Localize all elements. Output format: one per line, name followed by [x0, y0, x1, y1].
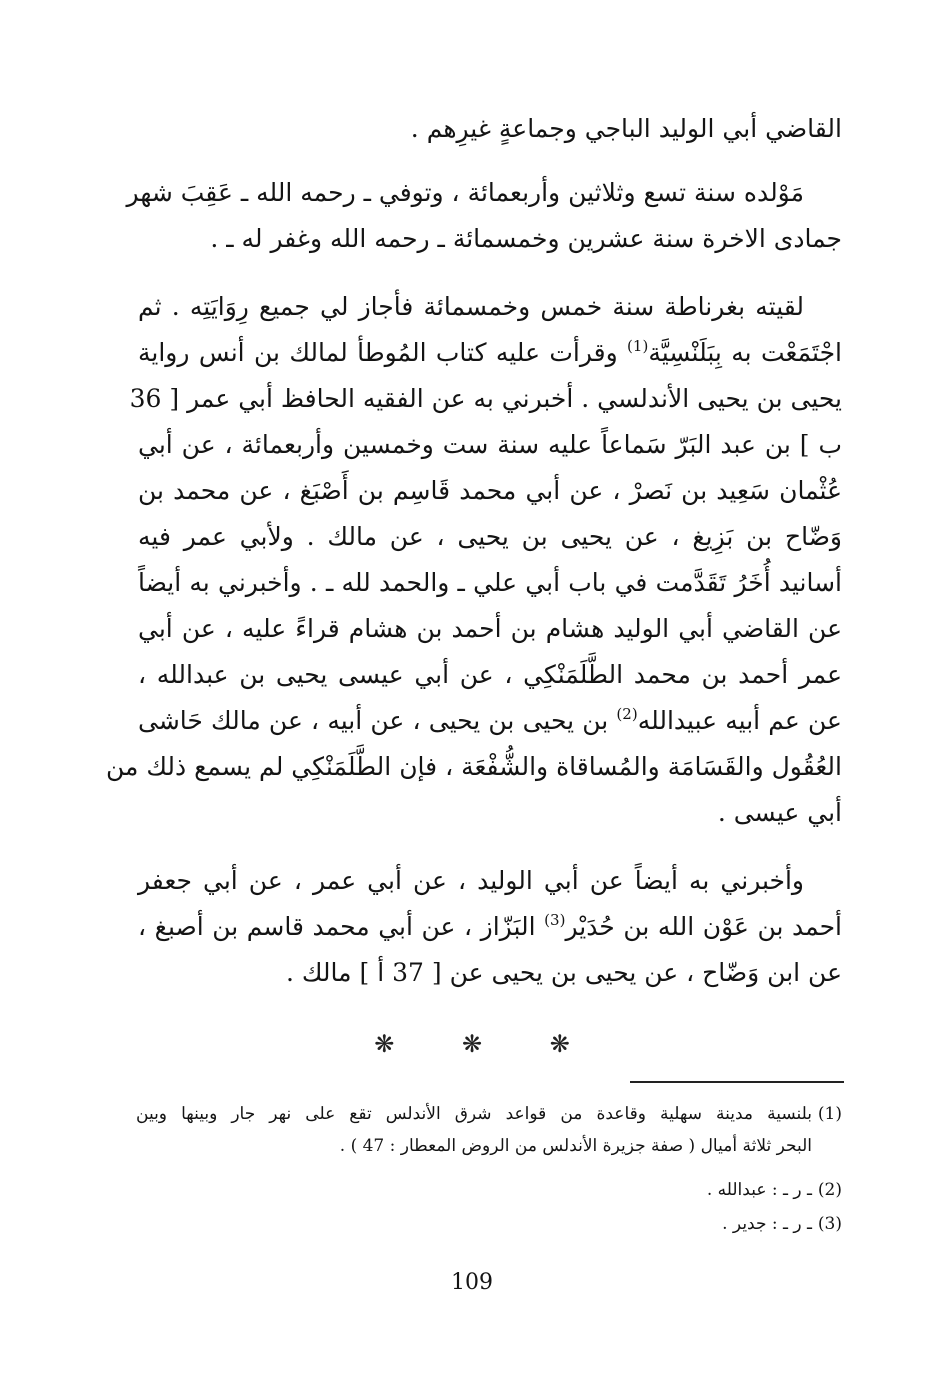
footnote [136, 1102, 842, 1126]
text-line: عن القاضي أبي الوليد هشام بن أحمد بن هشام قراءً عليه ، عن أبي [138, 614, 842, 643]
footnote-text: ـ ر ـ : عبدالله . [706, 1180, 812, 1200]
text-line [138, 910, 842, 950]
inline-text: وقرأت عليه كتاب المُوطأ لمالك بن أنس رواية [138, 338, 618, 367]
footnote-divider [630, 1081, 844, 1083]
text-line: يحيى بن يحيى الأندلسي . أخبرني به عن الفقيه الحافظ أبي عمر [ 36 [129, 384, 842, 413]
text-line: العُقُول والقَسَامَة والمُساقاة والشُّفْعَة ، فإن الطَّلَمَنْكِي لم يسمع ذلك من [105, 752, 842, 781]
text-line [138, 704, 842, 744]
footnote-number: (1) [817, 1104, 842, 1124]
footnote-text: ـ ر ـ : جدير . [722, 1214, 812, 1234]
inline-text: أحمد بن عَوْن الله بن حُدَيْر [565, 912, 843, 941]
text-line: القاضي أبي الوليد الباجي وجماعةٍ غيرِهم . [410, 114, 842, 143]
ornament-star: ❋ [461, 1030, 483, 1058]
text-line: جمادى الاخرة سنة عشرين وخمسمائة ـ رحمه الله وغفر له ـ . [210, 224, 842, 253]
paragraph-first-line: وأخبرني به أيضاً عن أبي الوليد ، عن أبي عمر ، عن أبي جعفر [138, 866, 804, 895]
section-separator [0, 1030, 944, 1058]
text-line: وَضّاح بن بَزِيغ ، عن يحيى بن يحيى ، عن مالك . ولأبي عمر فيه [138, 522, 842, 551]
footnote-text: بلنسية مدينة سهلية وقاعدة من قواعد شرق الأندلس تقع على نهر جار وبينها وبين [136, 1104, 812, 1124]
text-line: أسانيد أُخَرُ تَقَدَّمت في باب أبي علي ـ والحمد لله ـ . وأخبرني به أيضاً [138, 568, 842, 597]
paragraph-first-line: مَوْلده سنة تسع وثلاثين وأربعمائة ، وتوفي ـ رحمه الله ـ عَقِبَ شهر [126, 178, 804, 207]
ornament-star: ❋ [374, 1030, 395, 1058]
page-number: 109 [451, 1270, 493, 1295]
footnote [136, 1178, 842, 1202]
text-line: عُثْمان سَعِيد بن نَصرْ ، عن أبي محمد قَاسِم بن أَصْبَغ ، عن محمد بن [138, 476, 842, 505]
paragraph-first-line: لقيته بغرناطة سنة خمس وخمسمائة فأجاز لي جميع رِوَايَتِه . ثم [138, 292, 804, 321]
footnote-continuation: البحر ثلاثة أميال ( صفة جزيرة الأندلس من الروض المعطار : 47 ) . [339, 1136, 812, 1156]
text-line: ب ] بن عبد البَرّ سَماعاً عليه سنة ست وخمسين وأربعمائة ، عن أبي [138, 430, 842, 459]
footnote-number: (3) [817, 1214, 842, 1234]
inline-text: اجْتَمَعْت به بِبَلَنْسِيَّة [648, 338, 842, 367]
footnote-ref: (3) [544, 911, 566, 929]
inline-text: البَزّاز ، عن أبي محمد قاسم بن أصبغ ، [138, 912, 536, 941]
footnote [136, 1212, 842, 1236]
text-line: أبي عيسى . [717, 798, 842, 827]
inline-text: بن يحيى بن يحيى ، عن أبيه ، عن مالك حَاشى [138, 706, 609, 735]
text-line: عن ابن وَضّاح ، عن يحيى بن يحيى عن [ 37 أ ] مالك . [285, 958, 842, 987]
inline-text: عن عم أبيه عبيدالله [637, 706, 842, 735]
ornament-star: ❋ [549, 1030, 570, 1058]
text-line: عمر أحمد بن محمد الطَّلَمَنْكِي ، عن أبي عيسى يحيى بن عبدالله ، [138, 660, 842, 689]
footnote-ref: (2) [616, 705, 638, 723]
footnote-ref: (1) [627, 337, 649, 355]
text-line [138, 336, 842, 376]
footnote-number: (2) [817, 1180, 842, 1200]
